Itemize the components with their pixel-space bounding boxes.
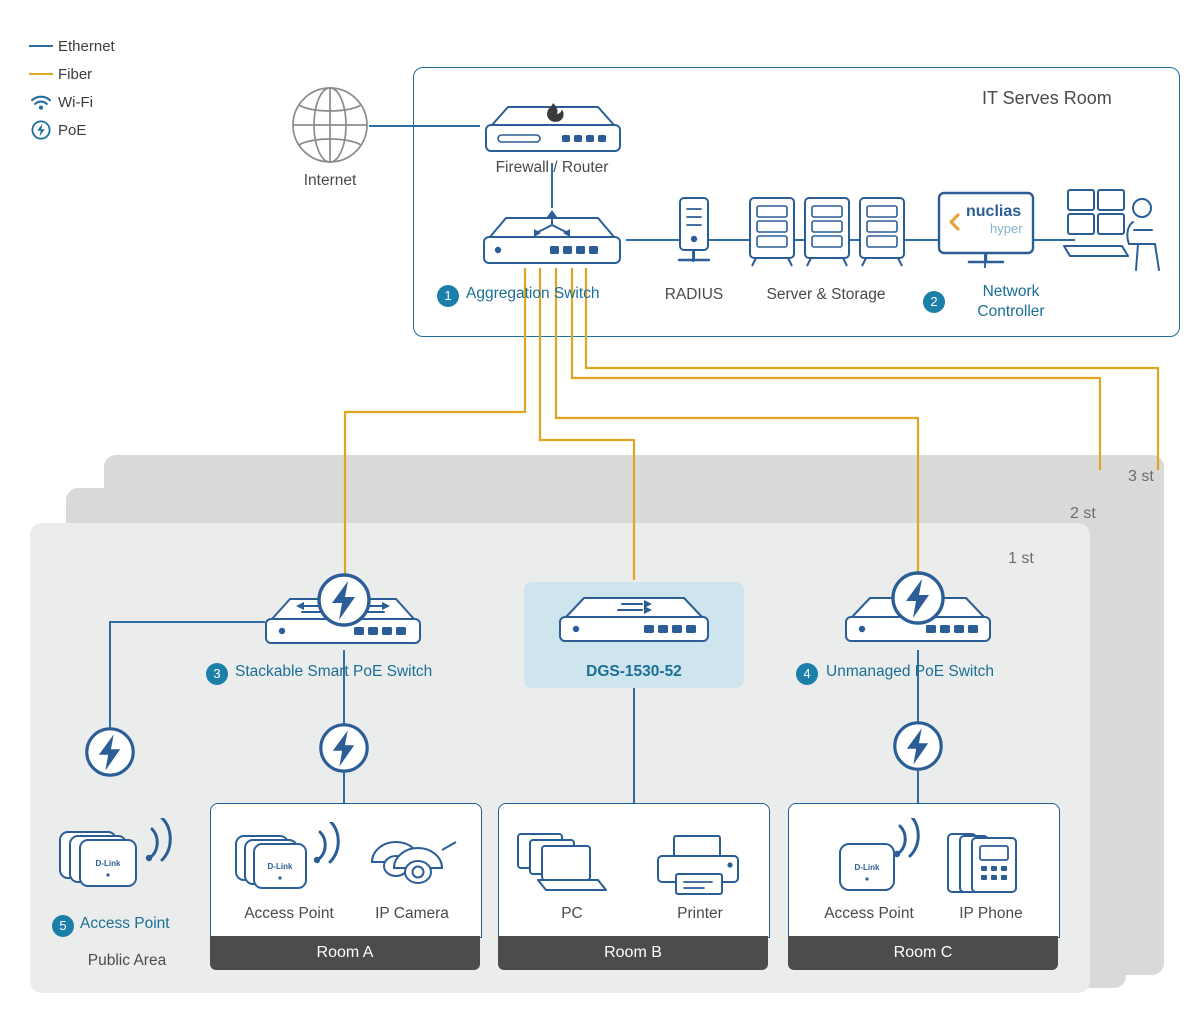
it-room-title: IT Serves Room (982, 88, 1112, 108)
poe-badge-unmanaged-switch (890, 570, 946, 626)
room-a-ip-camera-icon (366, 834, 462, 900)
badge-unmanaged-switch: 4 (796, 663, 818, 685)
nuclias-brand-label: nuclias (966, 203, 1022, 220)
radius-server-icon (672, 196, 716, 268)
aggregation-switch-label: Aggregation Switch (466, 285, 600, 302)
badge-network-controller: 2 (923, 291, 945, 313)
legend-label-wifi: Wi-Fi (58, 93, 93, 111)
room-a-title-bar (210, 936, 480, 970)
public-area-access-point-icon (56, 818, 186, 898)
dgs-1530-52-icon (552, 587, 716, 649)
svg-text:D-Link: D-Link (854, 863, 880, 872)
badge-aggregation-switch: 1 (437, 285, 459, 307)
room-c-device-label-access-point: Access Point (824, 905, 914, 922)
public-area-label: Public Area (87, 952, 167, 969)
server-storage-label: Server & Storage (766, 286, 886, 303)
badge-public-access-point: 5 (52, 915, 74, 937)
unmanaged-switch-label: Unmanaged PoE Switch (826, 663, 995, 680)
network-controller-label-line2: Controller (977, 303, 1045, 320)
network-controller-label-line1: Network (982, 283, 1040, 300)
radius-label: RADIUS (664, 286, 724, 303)
room-b-title-bar (498, 936, 768, 970)
poe-badge-room-a (318, 722, 370, 774)
room-c-title: Room C (893, 944, 953, 961)
room-c-device-label-ip-phone: IP Phone (959, 905, 1023, 922)
firewall-router-icon (478, 97, 628, 163)
legend-label-fiber: Fiber (58, 65, 93, 83)
room-a-device-label-access-point: Access Point (244, 905, 334, 922)
svg-text:D-Link: D-Link (95, 859, 121, 868)
room-a-title: Room A (316, 944, 374, 961)
room-b-pc-icon (514, 828, 632, 898)
nuclias-brand-sub-label: hyper (990, 221, 1023, 236)
poe-badge-room-c (892, 720, 944, 772)
badge-stackable-switch: 3 (206, 663, 228, 685)
aggregation-switch-icon (476, 205, 628, 271)
room-a-access-point-icon (232, 822, 356, 900)
internet-label: Internet (303, 172, 357, 189)
poe-badge-public-area (84, 726, 136, 778)
room-b-device-label-printer: Printer (677, 905, 723, 922)
admin-workstation-icon (1062, 186, 1170, 276)
room-b-printer-icon (652, 832, 748, 898)
internet-globe-icon (290, 83, 370, 167)
floor-label-1: 1 st (1008, 550, 1034, 567)
stackable-switch-label: Stackable Smart PoE Switch (235, 663, 433, 680)
svg-text:D-Link: D-Link (267, 862, 293, 871)
floor-label-2: 2 st (1070, 505, 1096, 522)
room-c-title-bar (788, 936, 1058, 970)
public-access-point-label: Access Point (80, 915, 170, 932)
room-c-ip-phone-icon (944, 826, 1034, 902)
legend-label-poe: PoE (58, 121, 87, 139)
poe-badge-stackable-switch (316, 572, 372, 628)
room-b-title: Room B (604, 944, 662, 961)
dgs-switch-label: DGS-1530-52 (586, 663, 682, 680)
legend-label-ethernet: Ethernet (58, 37, 115, 55)
room-c-access-point-icon (826, 818, 930, 900)
room-a-device-label-ip-camera: IP Camera (375, 905, 449, 922)
firewall-router-label: Firewall / Router (495, 159, 609, 176)
server-storage-icon (746, 194, 908, 268)
room-b-device-label-pc: PC (561, 905, 583, 922)
floor-label-3: 3 st (1128, 468, 1154, 485)
